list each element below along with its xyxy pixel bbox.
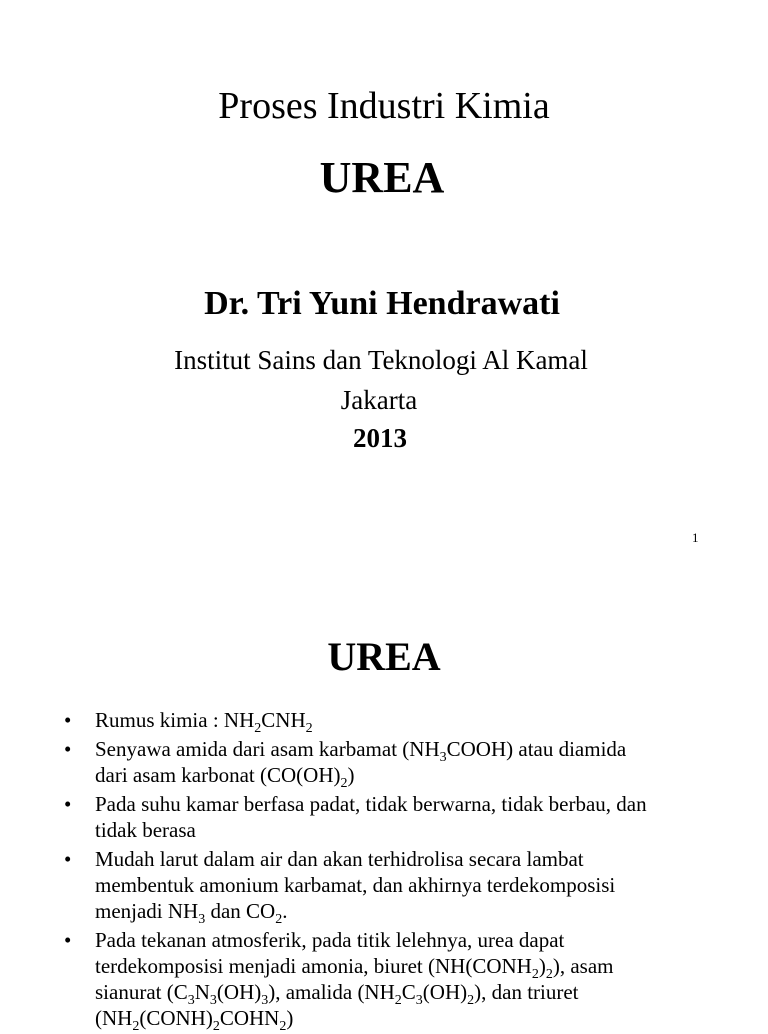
bullet-marker: • (64, 847, 72, 871)
bullet-marker: • (64, 737, 72, 761)
bullet-list (0, 707, 768, 1034)
bullet-item (0, 736, 768, 791)
bullet-item (0, 927, 768, 1034)
text-run: (CONH) (139, 1006, 213, 1030)
subscript: 2 (394, 993, 402, 1008)
text-run: Mudah larut dalam air dan akan terhidrolisa secara lambat (95, 847, 584, 871)
text-run: . (282, 899, 288, 923)
subscript: 2 (279, 1019, 287, 1034)
subscript: 2 (275, 912, 283, 927)
text-run: Senyawa amida dari asam karbamat (NH (95, 737, 440, 761)
text-run: membentuk amonium karbamat, dan akhirnya terdekomposisi (95, 873, 616, 897)
presentation-title: UREA (319, 153, 445, 202)
author-name: Dr. Tri Yuni Hendrawati (204, 285, 560, 322)
subscript: 3 (187, 993, 195, 1008)
text-run: menjadi NH (95, 899, 199, 923)
subscript: 2 (467, 993, 475, 1008)
subscript: 2 (132, 1019, 140, 1034)
bullet-line (95, 846, 728, 872)
subscript: 2 (254, 721, 262, 736)
subscript: 2 (212, 1019, 220, 1034)
bullet-line (95, 817, 728, 843)
bullet-item (0, 791, 768, 843)
text-run: CNH (261, 708, 306, 732)
subscript: 3 (209, 993, 217, 1008)
text-run: C (401, 980, 416, 1004)
text-run: ) (347, 763, 355, 787)
text-run: (OH) (216, 980, 262, 1004)
text-run: ), asam (552, 954, 614, 978)
bullet-line (95, 898, 728, 927)
bullet-item (0, 707, 768, 736)
slide-title: UREA (327, 634, 441, 679)
content-slide (0, 560, 768, 1034)
text-run: Rumus kimia : NH (95, 708, 255, 732)
course-title: Proses Industri Kimia (218, 85, 550, 127)
bullet-line (95, 791, 728, 817)
text-run: (OH) (422, 980, 468, 1004)
text-run: Pada suhu kamar berfasa padat, tidak berwarna, tidak berbau, dan (95, 792, 647, 816)
subscript: 3 (415, 993, 423, 1008)
text-run: ) (286, 1006, 294, 1030)
subscript: 3 (198, 912, 206, 927)
subscript: 3 (439, 750, 447, 765)
bullet-line (95, 927, 728, 953)
text-run: Pada tekanan atmosferik, pada titik lelehnya, urea dapat (95, 928, 565, 952)
bullet-line (95, 872, 728, 898)
year-label: 2013 (353, 423, 407, 453)
subscript: 3 (261, 993, 269, 1008)
text-run: tidak berasa (95, 818, 196, 842)
text-run: ) (538, 954, 546, 978)
bullet-marker: • (64, 792, 72, 816)
bullet-line (95, 762, 728, 791)
text-run: (NH (95, 1006, 133, 1030)
text-run: sianurat (C (95, 980, 188, 1004)
page-number: 1 (692, 530, 699, 545)
subscript: 2 (531, 967, 539, 982)
subscript: 2 (545, 967, 553, 982)
bullet-line (95, 736, 728, 765)
text-run: dan CO (205, 899, 276, 923)
bullet-line (95, 707, 728, 736)
city-name: Jakarta (340, 385, 418, 415)
text-run: COHN (219, 1006, 280, 1030)
text-run: COOH) atau diamida (446, 737, 627, 761)
subscript: 2 (305, 721, 313, 736)
text-run: ), dan triuret (474, 980, 579, 1004)
bullet-line (95, 1005, 728, 1034)
text-run: dari asam karbonat (CO(OH) (95, 763, 341, 787)
text-run: N (194, 980, 210, 1004)
institution-name: Institut Sains dan Teknologi Al Kamal (174, 345, 588, 375)
bullet-marker: • (64, 708, 72, 732)
bullet-item (0, 846, 768, 927)
bullet-marker: • (64, 928, 72, 952)
text-run: terdekomposisi menjadi amonia, biuret (NH(CONH (95, 954, 532, 978)
subscript: 2 (340, 776, 348, 791)
bullet-line (95, 979, 728, 1008)
text-run: ), amalida (NH (268, 980, 395, 1004)
bullet-line (95, 953, 728, 982)
